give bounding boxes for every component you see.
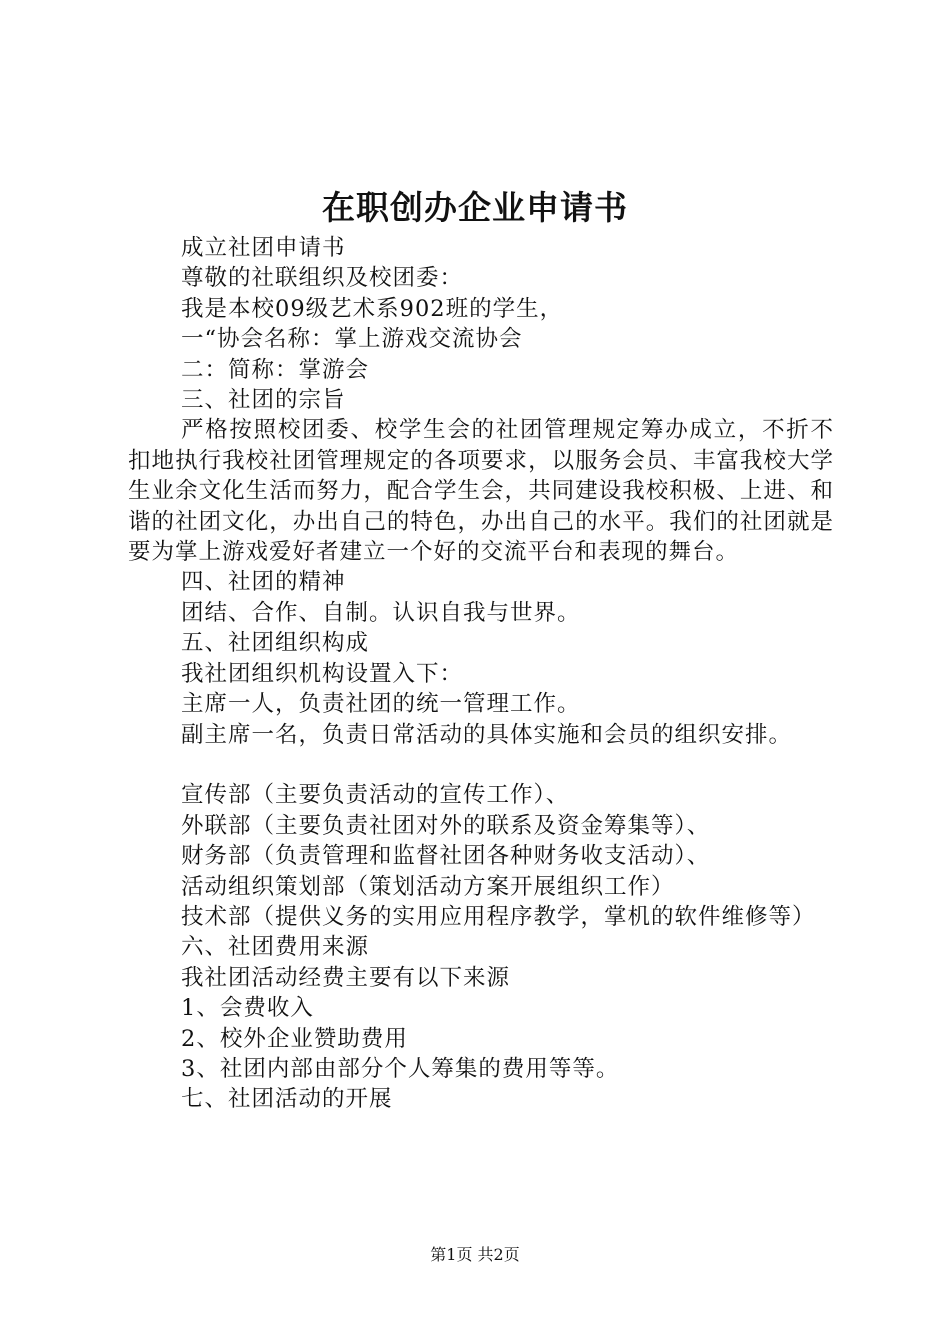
funding-item-3: 3、社团内部由部分个人筹集的费用等等。 <box>181 1055 620 1082</box>
purpose-heading: 三、社团的宗旨 <box>181 387 346 414</box>
short-name-line: 二：简称：掌游会 <box>181 356 370 383</box>
technical-department-paragraph: 技术部（提供义务的实用应用程序教学，掌机的软件维修等） <box>181 903 816 930</box>
publicity-department-line: 宣传部（主要负责活动的宣传工作）、 <box>181 782 570 809</box>
association-name-line: 一“协会名称：掌上游戏交流协会 <box>181 326 523 353</box>
organization-heading: 五、社团组织构成 <box>181 630 370 657</box>
spirit-text: 团结、合作、自制。认识自我与世界。 <box>181 599 581 626</box>
student-intro-line: 我是本校09级艺术系902班的学生， <box>181 295 564 322</box>
funding-item-2: 2、校外企业赞助费用 <box>181 1025 408 1052</box>
salutation-line: 尊敬的社联组织及校团委： <box>181 265 464 292</box>
organization-intro: 我社团组织机构设置入下： <box>181 660 464 687</box>
finance-department-line: 财务部（负责管理和监督社团各种财务收支活动）、 <box>181 843 711 870</box>
funding-item-1: 1、会费收入 <box>181 995 314 1022</box>
document-body <box>128 233 834 1115</box>
page-footer: 第1页 共2页 <box>430 1245 520 1264</box>
blank-line <box>128 750 834 780</box>
spirit-heading: 四、社团的精神 <box>181 569 346 596</box>
activities-heading: 七、社团活动的开展 <box>181 1086 393 1113</box>
funding-intro: 我社团活动经费主要有以下来源 <box>181 964 511 991</box>
funding-heading: 六、社团费用来源 <box>181 934 370 961</box>
document-title: 在职创办企业申请书 <box>322 188 628 227</box>
application-heading-line: 成立社团申请书 <box>181 235 346 261</box>
external-liaison-department-line: 外联部（主要负责社团对外的联系及资金筹集等）、 <box>181 812 711 839</box>
chairman-line: 主席一人，负责社团的统一管理工作。 <box>181 691 581 718</box>
activity-planning-department-line: 活动组织策划部（策划活动方案开展组织工作） <box>181 873 675 900</box>
vice-chairman-line: 副主席一名，负责日常活动的具体实施和会员的组织安排。 <box>181 721 793 748</box>
purpose-paragraph: 严格按照校团委、校学生会的社团管理规定筹办成立，不折不扣地执行我校社团管理规定的各项要求，以服务会员、丰富我校大学生业余文化生活而努力，配合学生会，共同建设我校积极、上进、和谐的社团文化，办出自己的特色，办出自己的水平。我们的社团就是要为掌上游戏爱好者建立一个好的交流平台和表现的舞台。 <box>128 417 834 566</box>
